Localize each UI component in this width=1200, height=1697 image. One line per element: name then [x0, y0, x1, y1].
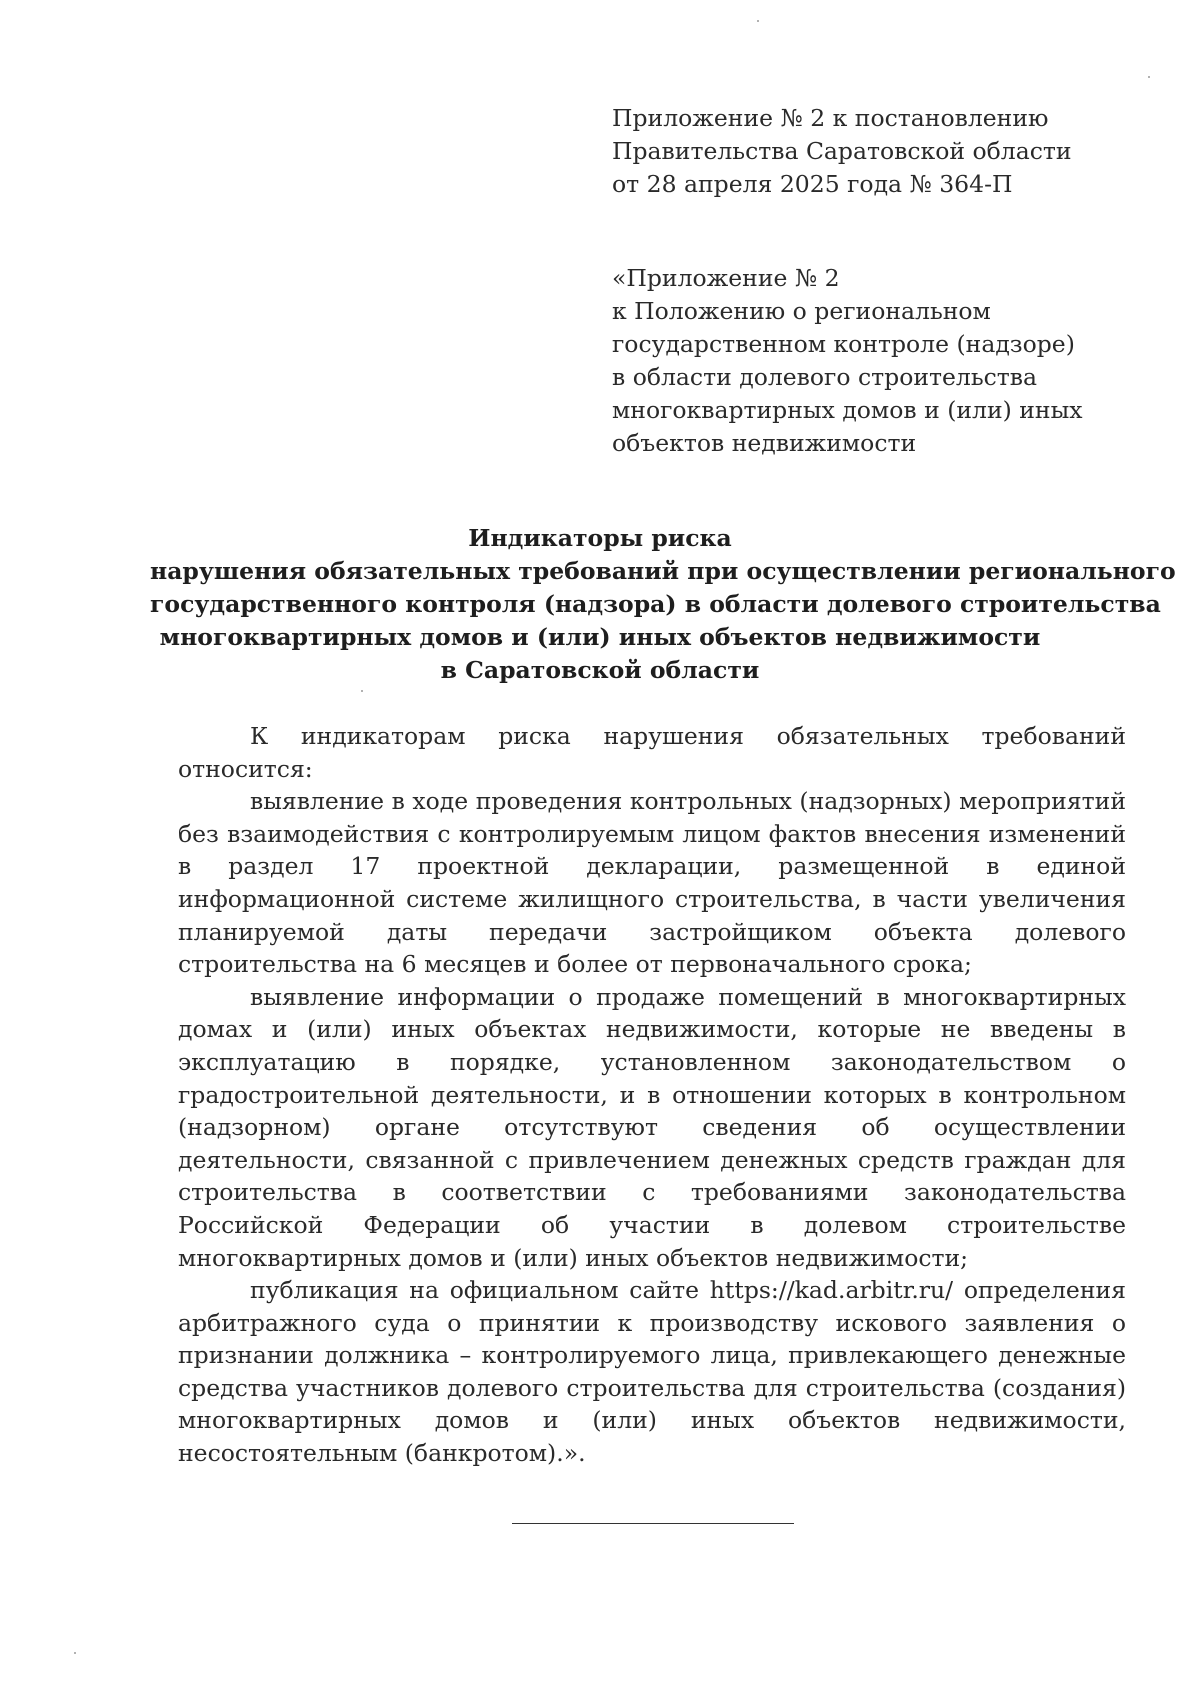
closing-divider: [512, 1523, 794, 1524]
annex-reference-line-4: в области долевого строительства: [612, 363, 1038, 391]
annex-reference-line-6: объектов недвижимости: [612, 429, 917, 457]
scan-speck: [757, 20, 759, 22]
approval-reference-line-2: Правительства Саратовской области: [612, 137, 1072, 165]
approval-reference: [612, 102, 1132, 201]
document-title-line-4: многоквартирных домов и (или) иных объектов недвижимости: [159, 623, 1041, 651]
document-title-line-1: Индикаторы риска: [468, 524, 732, 552]
scan-speck: [361, 690, 363, 692]
document-title-line-3: государственного контроля (надзора) в области долевого строительства: [150, 590, 1161, 618]
annex-reference-line-2: к Положению о региональном: [612, 297, 991, 325]
annex-reference-line-1: «Приложение № 2: [612, 264, 840, 292]
annex-reference: [612, 262, 1132, 460]
indicator-item-3: публикация на официальном сайте https://kad.arbitr.ru/ определения арбитражного суда о принятии к производству искового заявления о признании должника – контролируемого лица, привлекающего денежные средства участников долевого строительства для строительства (создания) многоквартирных домов и (или) иных объектов недвижимости, несостоятельным (банкротом).».: [178, 1276, 1126, 1468]
annex-reference-line-5: многоквартирных домов и (или) иных: [612, 396, 1083, 424]
approval-reference-line-1: Приложение № 2 к постановлению: [612, 104, 1049, 132]
scan-speck: [74, 1652, 76, 1654]
indicator-item-1: выявление в ходе проведения контрольных (надзорных) мероприятий без взаимодействия с контролируемым лицом фактов внесения изменений в раздел 17 проектной декларации, размещенной в единой информационной системе жилищного строительства, в части увеличения планируемой даты передачи застройщиком объекта долевого строительства на 6 месяцев и более от первоначального срока;: [178, 787, 1126, 979]
document-title-line-5: в Саратовской области: [440, 656, 760, 684]
approval-reference-line-3: от 28 апреля 2025 года № 364-П: [612, 170, 1013, 198]
intro-paragraph: К индикаторам риска нарушения обязательных требований относится:: [178, 722, 1126, 783]
document-title-line-2: нарушения обязательных требований при осуществлении регионального: [150, 557, 1176, 585]
document-title: [150, 522, 1176, 687]
scan-speck: [1148, 76, 1150, 78]
indicator-item-2: выявление информации о продаже помещений в многоквартирных домах и (или) иных объектах недвижимости, которые не введены в эксплуатацию в порядке, установленном законодательством о градостроительной деятельности, и в отношении которых в контрольном (надзорном) органе отсутствуют сведения об осуществлении деятельности, связанной с привлечением денежных средств граждан для строительства в соответствии с требованиями законодательства Российской Федерации об участии в долевом строительстве многоквартирных домов и (или) иных объектов недвижимости;: [178, 982, 1126, 1272]
document-body: [178, 720, 1126, 1470]
annex-reference-line-3: государственном контроле (надзоре): [612, 330, 1075, 358]
